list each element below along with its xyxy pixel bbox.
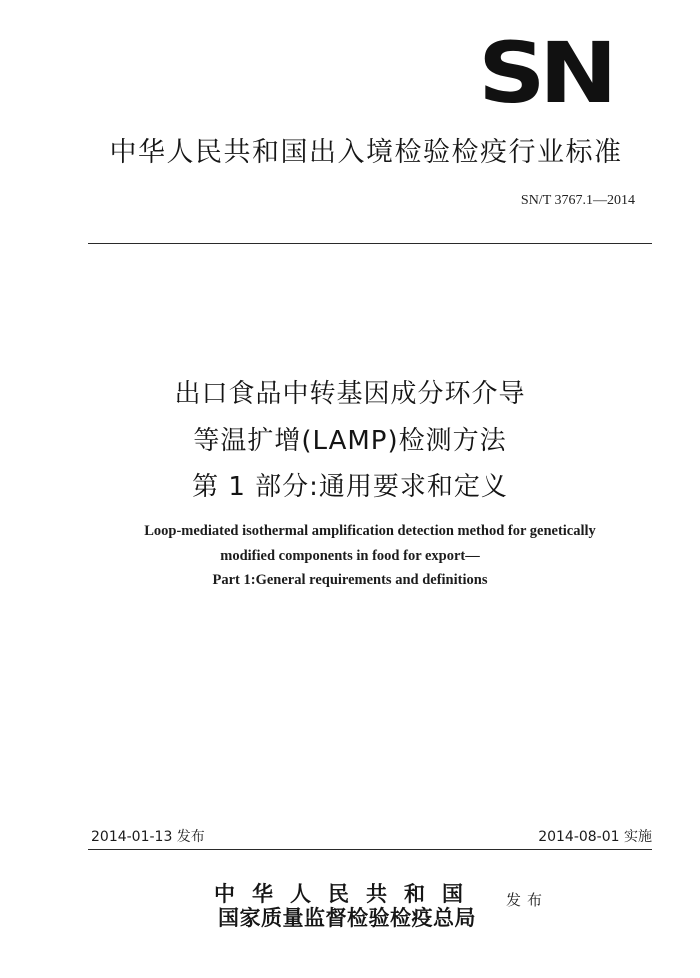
- english-title-line-1: Loop-mediated isothermal amplification detection method for genetically: [144, 523, 596, 539]
- english-title-line-3: Part 1:General requirements and definitions: [212, 572, 488, 588]
- publish-label: 发布: [506, 891, 549, 909]
- english-title-line-2: modified components in food for export—: [220, 548, 480, 564]
- header-divider: [88, 243, 652, 244]
- issue-date: 2014-01-13 发布: [91, 829, 205, 845]
- footer-divider: [88, 849, 652, 850]
- standard-authority-title: 中华人民共和国出入境检验检疫行业标准: [109, 137, 623, 168]
- chinese-title-line-3: 第 1 部分:通用要求和定义: [192, 472, 508, 502]
- implementation-date: 2014-08-01 实施: [538, 829, 652, 845]
- standard-number: SN/T 3767.1—2014: [520, 193, 635, 208]
- sn-logo: SN: [478, 24, 612, 122]
- chinese-title-line-1: 出口食品中转基因成分环介导: [174, 379, 526, 409]
- publisher-line-1: 中华人民共和国: [214, 881, 480, 906]
- chinese-title-line-2: 等温扩增(LAMP)检测方法: [193, 426, 507, 456]
- publisher-line-2: 国家质量监督检验检疫总局: [218, 905, 476, 930]
